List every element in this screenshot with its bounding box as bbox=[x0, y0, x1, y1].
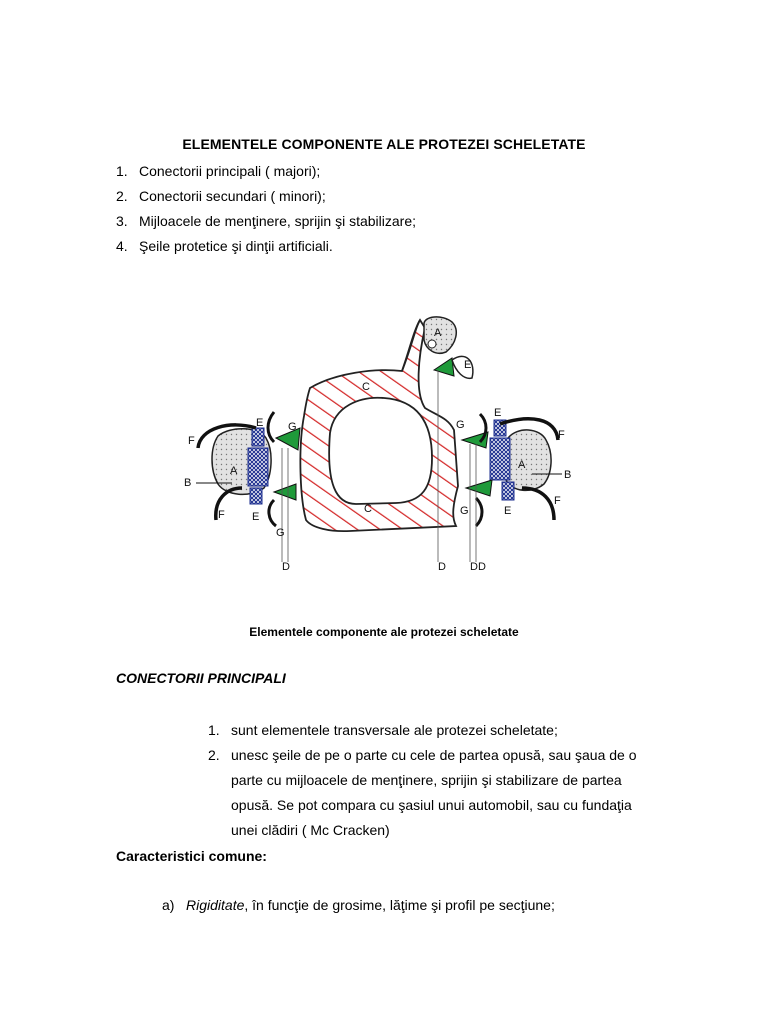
list-item: 4. Şeile protetice şi dinţii artificiali. bbox=[116, 238, 333, 254]
list-item: 1. sunt elementele transversale ale protezei scheletate; bbox=[208, 722, 558, 738]
components-list bbox=[116, 162, 416, 262]
alpha-item-text: , în funcţie de grosime, lăţime şi profil pe secţiune; bbox=[244, 897, 555, 913]
figure-label: B bbox=[184, 477, 192, 489]
figure-label: E bbox=[494, 407, 502, 419]
left-clasp-upper bbox=[252, 428, 264, 446]
figure-label: G bbox=[456, 419, 465, 431]
alpha-item-term: Rigiditate bbox=[186, 897, 245, 913]
figure-label: F bbox=[554, 495, 561, 507]
section-list bbox=[208, 718, 658, 843]
list-item: 2. Conectorii secundari ( minori); bbox=[116, 188, 326, 204]
alpha-list-item: a) Rigiditate, în funcţie de grosime, lăţime şi profil pe secţiune; bbox=[162, 897, 555, 913]
right-clasp-body bbox=[490, 438, 510, 480]
figure-label: C bbox=[362, 381, 370, 393]
left-g-upper bbox=[268, 412, 274, 442]
right-clasp-lower bbox=[502, 482, 514, 500]
figure-label: F bbox=[558, 429, 565, 441]
left-rest-lower bbox=[274, 484, 296, 500]
palatal-opening bbox=[329, 398, 432, 504]
figure-label: E bbox=[252, 511, 260, 523]
skeletal-prosthesis-diagram bbox=[170, 288, 610, 578]
figure-label: F bbox=[218, 509, 225, 521]
figure-label: D bbox=[282, 561, 290, 573]
list-item: 1. Conectorii principali ( majori); bbox=[116, 163, 321, 179]
list-item: 3. Mijloacele de menţinere, sprijin şi stabilizare; bbox=[116, 213, 417, 229]
figure-label: D bbox=[470, 561, 478, 573]
figure-label: D bbox=[438, 561, 446, 573]
figure-label: E bbox=[504, 505, 512, 517]
list-item: 2. unesc şeile de pe o parte cu cele de partea opusă, sau şaua de o parte cu mijloacele de menţinere, sprijin şi stabilizare de partea opusă. Se pot compara cu şasiul unui automobil, sau cu fundaţia unei clădiri ( Mc Cracken) bbox=[208, 747, 637, 838]
figure-caption: Elementele componente ale protezei scheletate bbox=[249, 625, 519, 639]
left-clasp-lower bbox=[250, 488, 262, 504]
figure-label: E bbox=[256, 417, 264, 429]
document-title: ELEMENTELE COMPONENTE ALE PROTEZEI SCHELETATE bbox=[182, 136, 586, 152]
left-g-lower bbox=[269, 500, 276, 526]
anterior-rest bbox=[434, 358, 454, 376]
figure-label: A bbox=[434, 327, 442, 339]
figure-label: C bbox=[364, 503, 372, 515]
sub-heading: Caracteristici comune: bbox=[116, 848, 267, 864]
figure-label: A bbox=[230, 465, 238, 477]
figure-label: F bbox=[188, 435, 195, 447]
figure-label: G bbox=[288, 421, 297, 433]
figure-label: B bbox=[564, 469, 572, 481]
left-clasp-body bbox=[248, 448, 268, 486]
right-arm-lower bbox=[522, 488, 554, 520]
figure-label: E bbox=[464, 359, 472, 371]
section-heading: CONECTORII PRINCIPALI bbox=[116, 670, 286, 686]
right-g-lower bbox=[476, 498, 482, 526]
figure-label: D bbox=[478, 561, 486, 573]
figure-label: G bbox=[460, 505, 469, 517]
anterior-tooth-rest-point bbox=[428, 340, 436, 348]
figure-label: G bbox=[276, 527, 285, 539]
figure-label: A bbox=[518, 459, 526, 471]
